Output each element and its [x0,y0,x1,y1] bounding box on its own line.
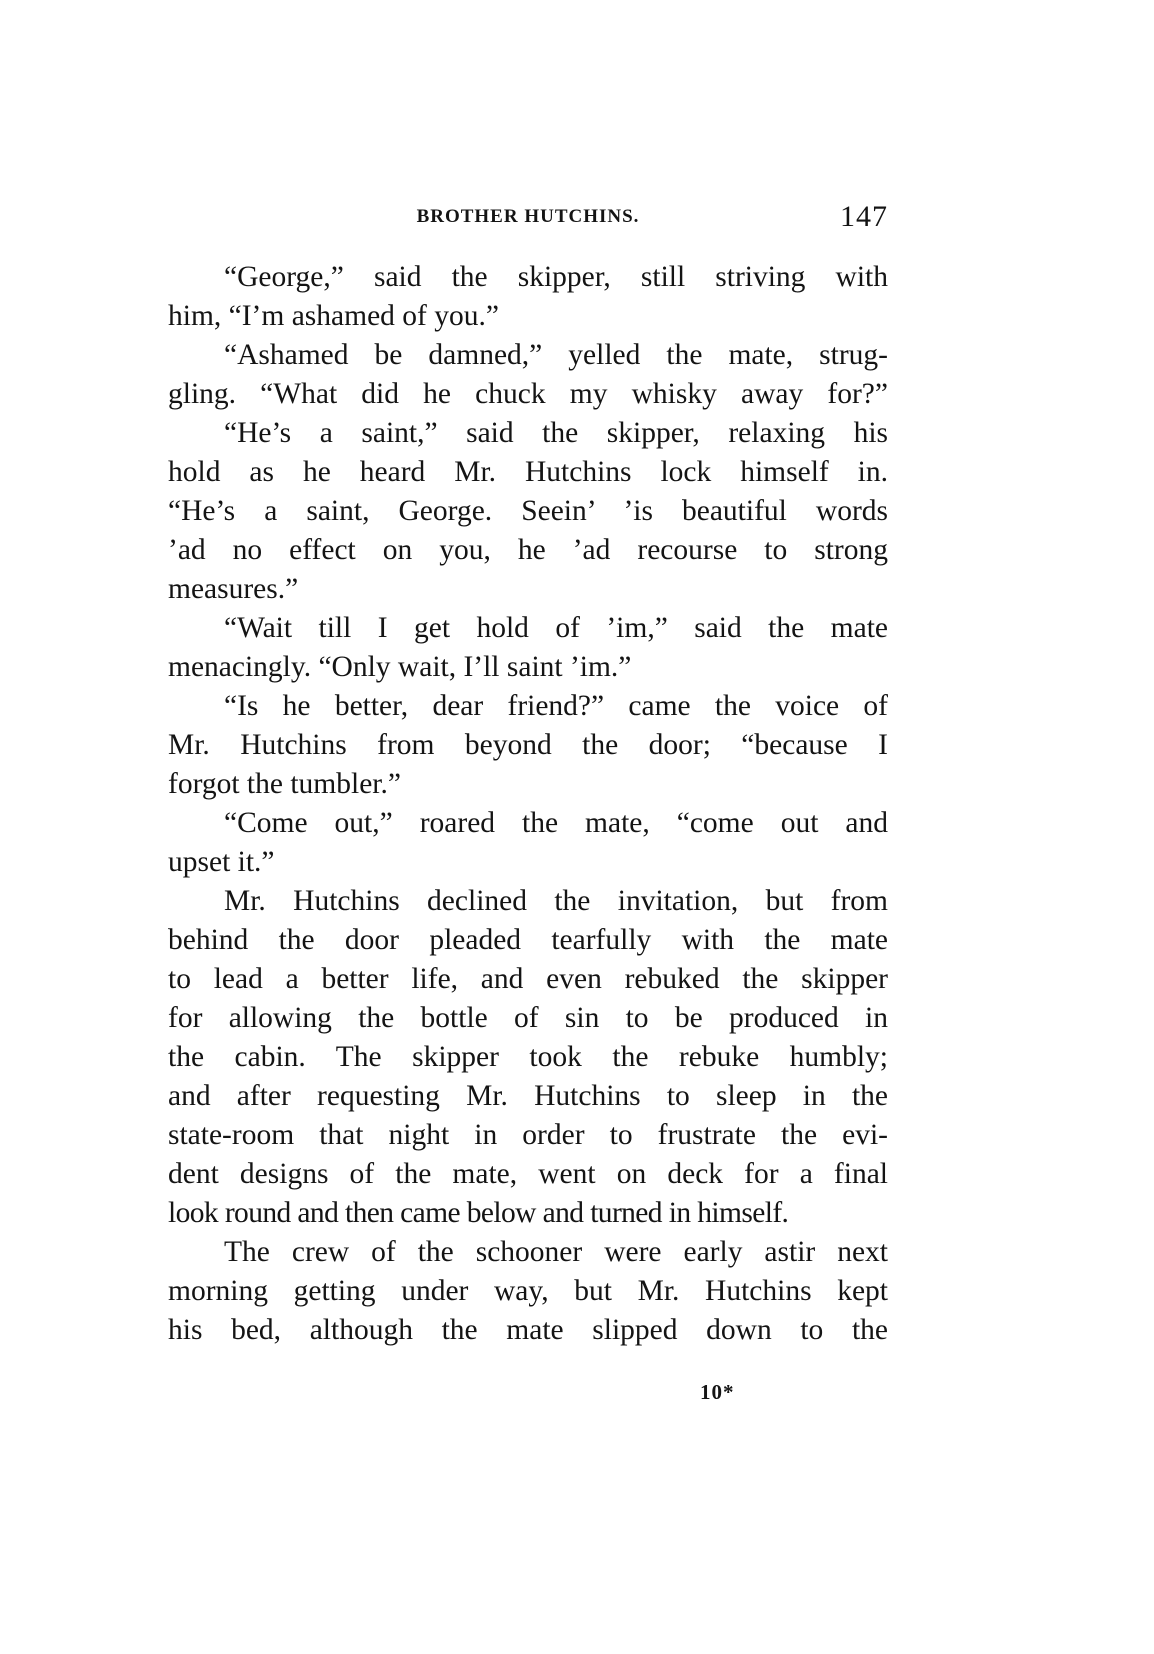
text-line: state-room that night in order to frustrate the evi- [168,1119,888,1151]
text-line: the cabin. The skipper took the rebuke humbly; [168,1041,888,1073]
text-line: measures.” [168,573,299,605]
text-line: “He’s a saint,” said the skipper, relaxing his [224,417,888,449]
text-line: hold as he heard Mr. Hutchins lock himself in. [168,456,888,488]
text-line: his bed, although the mate slipped down to the [168,1314,888,1346]
text-line: morning getting under way, but Mr. Hutchins kept [168,1275,888,1307]
body-text [168,258,888,1350]
text-line: forgot the tumbler.” [168,768,401,800]
text-line: ’ad no effect on you, he ’ad recourse to strong [168,534,888,566]
text-line: The crew of the schooner were early astir next [224,1236,888,1268]
text-line: “George,” said the skipper, still striving with [224,261,888,293]
text-line: to lead a better life, and even rebuked the skipper [168,963,888,995]
paragraph [168,336,888,414]
text-line: upset it.” [168,846,275,878]
text-line: “Wait till I get hold of ’im,” said the mate [224,612,888,644]
running-head [168,200,888,240]
paragraph [168,414,888,609]
text-line: gling. “What did he chuck my whisky away for?” [168,378,888,410]
text-line: “Come out,” roared the mate, “come out and [224,807,888,839]
running-title: BROTHER HUTCHINS. [416,206,640,227]
page-number: 147 [840,200,888,233]
paragraph [168,258,888,336]
text-line: and after requesting Mr. Hutchins to sleep in the [168,1080,888,1112]
text-line: behind the door pleaded tearfully with the mate [168,924,888,956]
text-line: dent designs of the mate, went on deck for a final [168,1158,888,1190]
paragraph [168,609,888,687]
text-line: Mr. Hutchins from beyond the door; “because I [168,729,888,761]
text-line: look round and then came below and turned in himself. [168,1197,789,1229]
signature-mark: 10* [700,1380,735,1404]
text-line: “Is he better, dear friend?” came the voice of [224,690,888,722]
paragraph [168,804,888,882]
text-line: Mr. Hutchins declined the invitation, but from [224,885,888,917]
paragraph [168,1233,888,1350]
paragraph [168,882,888,1233]
text-line: menacingly. “Only wait, I’ll saint ’im.” [168,651,632,683]
text-line: “Ashamed be damned,” yelled the mate, strug- [224,339,888,371]
text-line: “He’s a saint, George. Seein’ ’is beautiful words [168,495,888,527]
text-line: him, “I’m ashamed of you.” [168,300,499,332]
paragraph [168,687,888,804]
text-line: for allowing the bottle of sin to be produced in [168,1002,888,1034]
